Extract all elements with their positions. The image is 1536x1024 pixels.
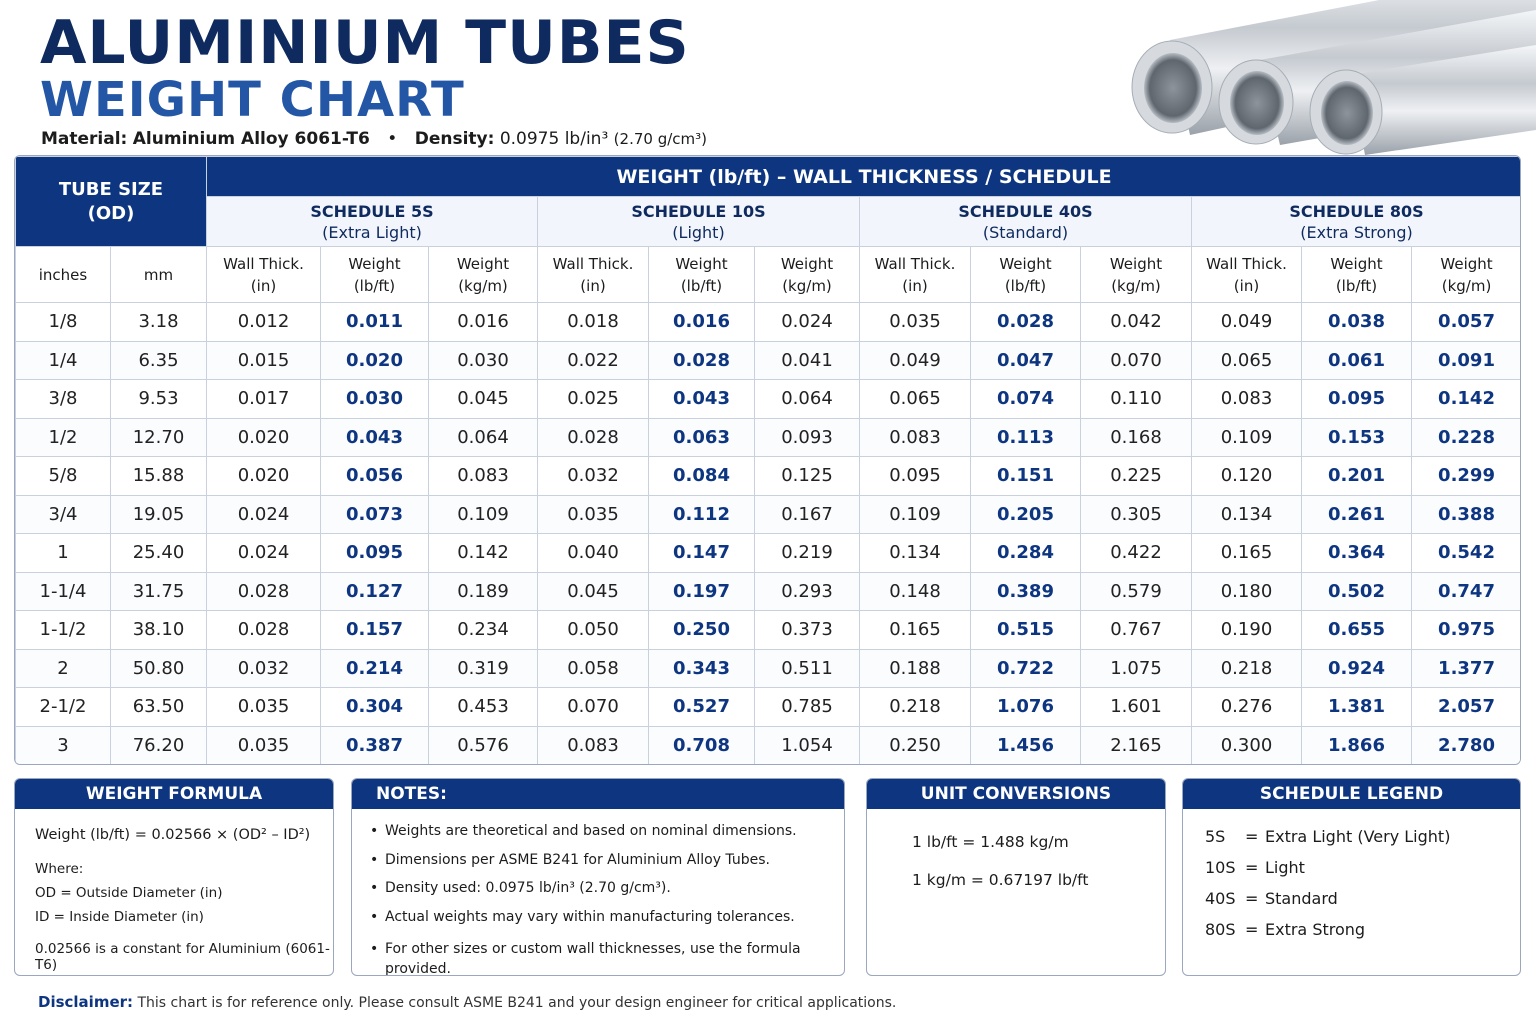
table-row: [16, 688, 1522, 727]
table-cell: 0.011: [321, 303, 429, 342]
formula-id: ID = Inside Diameter (in): [35, 909, 204, 925]
material-value: Aluminium Alloy 6061-T6: [132, 129, 370, 149]
table-cell: 0.032: [207, 649, 321, 688]
legend-code: 80S: [1205, 920, 1236, 939]
sub-col-header: [1302, 247, 1412, 303]
table-cell: 0.201: [1302, 457, 1412, 496]
sub-col-line2: (kg/m): [782, 276, 832, 295]
schedule-desc: (Extra Strong): [1300, 222, 1413, 242]
sub-col-header: [860, 247, 971, 303]
table-cell: 0.515: [971, 611, 1081, 650]
page-title: ALUMINIUM TUBES: [40, 8, 690, 78]
table-cell: 0.018: [538, 303, 649, 342]
table-cell: 0.083: [538, 726, 649, 765]
table-cell: 1/2: [16, 418, 111, 457]
table-cell: 0.168: [1081, 418, 1192, 457]
size-col-header-1: mm: [111, 247, 207, 303]
table-cell: 0.747: [1412, 572, 1522, 611]
legend-code: 40S: [1205, 889, 1236, 908]
sub-col-line2: (lb/ft): [680, 276, 723, 295]
table-cell: 0.045: [538, 572, 649, 611]
table-cell: 0.261: [1302, 495, 1412, 534]
table-cell: 0.065: [860, 380, 971, 419]
weight-table: [14, 155, 1521, 765]
schedule-name: SCHEDULE 40S: [958, 201, 1093, 221]
table-cell: 0.083: [429, 457, 538, 496]
legend-desc: Extra Strong: [1265, 920, 1366, 939]
unit-conversions-box: [866, 778, 1166, 976]
group-header: WEIGHT (lb/ft) – WALL THICKNESS / SCHEDULE: [207, 157, 1522, 197]
sub-col-line2: (in): [902, 276, 928, 295]
table-cell: 0.722: [971, 649, 1081, 688]
legend-item: [1205, 889, 1338, 908]
material-label: Material:: [41, 129, 128, 149]
schedule-header-1: [538, 197, 860, 247]
table-cell: 1-1/4: [16, 572, 111, 611]
table-cell: 0.214: [321, 649, 429, 688]
table-cell: 0.388: [1412, 495, 1522, 534]
table-cell: 0.180: [1192, 572, 1302, 611]
sub-col-line2: (lb/ft): [1004, 276, 1047, 295]
table-cell: 0.020: [207, 457, 321, 496]
table-cell: 0.038: [1302, 303, 1412, 342]
table-cell: 0.190: [1192, 611, 1302, 650]
table-cell: 0.065: [1192, 341, 1302, 380]
schedule-header-0: [207, 197, 538, 247]
legend-eq: =: [1245, 858, 1259, 877]
table-cell: 0.542: [1412, 534, 1522, 573]
sub-col-line1: Weight: [999, 254, 1052, 273]
table-cell: 0.142: [1412, 380, 1522, 419]
table-cell: 3/8: [16, 380, 111, 419]
page-subtitle: WEIGHT CHART: [40, 72, 465, 128]
sub-col-header: [321, 247, 429, 303]
schedule-desc: (Standard): [982, 222, 1069, 242]
table-cell: 0.153: [1302, 418, 1412, 457]
legend-eq: =: [1245, 827, 1259, 846]
weight-table-grid: [15, 156, 1521, 765]
table-cell: 0.148: [860, 572, 971, 611]
table-cell: 0.061: [1302, 341, 1412, 380]
table-cell: 0.113: [971, 418, 1081, 457]
table-cell: 1/8: [16, 303, 111, 342]
table-cell: 0.579: [1081, 572, 1192, 611]
table-cell: 0.050: [538, 611, 649, 650]
density-metric: (2.70 g/cm³): [613, 130, 707, 148]
table-cell: 1.377: [1412, 649, 1522, 688]
table-cell: 0.189: [429, 572, 538, 611]
table-cell: 0.300: [1192, 726, 1302, 765]
tube-size-header: [16, 157, 207, 247]
schedule-desc: (Light): [672, 222, 725, 242]
table-cell: 0.032: [538, 457, 649, 496]
table-cell: 0.095: [860, 457, 971, 496]
table-cell: 1.456: [971, 726, 1081, 765]
formula-constant: 0.02566 is a constant for Aluminium (6061-T6): [35, 941, 330, 973]
table-cell: 31.75: [111, 572, 207, 611]
table-cell: 0.035: [207, 726, 321, 765]
table-cell: 0.109: [429, 495, 538, 534]
table-cell: 0.197: [649, 572, 755, 611]
legend-desc: Extra Light (Very Light): [1265, 827, 1451, 846]
sub-col-line1: Weight: [675, 254, 728, 273]
weight-formula-box: [14, 778, 334, 976]
schedule-header-2: [860, 197, 1192, 247]
table-cell: 0.095: [321, 534, 429, 573]
legend-code: 5S: [1205, 827, 1226, 846]
sub-col-header: [971, 247, 1081, 303]
table-cell: 0.975: [1412, 611, 1522, 650]
table-cell: 0.147: [649, 534, 755, 573]
sub-col-line1: Weight: [348, 254, 401, 273]
aluminium-tubes-illustration: [1110, 0, 1536, 160]
table-cell: 1.054: [755, 726, 860, 765]
formula-equation: Weight (lb/ft) = 0.02566 × (OD² – ID²): [35, 827, 311, 843]
table-cell: 1.076: [971, 688, 1081, 727]
table-cell: 0.250: [860, 726, 971, 765]
table-cell: 3: [16, 726, 111, 765]
density-value: 0.0975 lb/in³: [499, 129, 609, 149]
legend-desc: Light: [1265, 858, 1305, 877]
note-item: • Dimensions per ASME B241 for Aluminium Alloy Tubes.: [370, 850, 844, 879]
table-cell: 0.109: [860, 495, 971, 534]
table-row: [16, 418, 1522, 457]
legend-title: SCHEDULE LEGEND: [1183, 779, 1520, 809]
sub-col-header: [538, 247, 649, 303]
schedule-legend-box: [1182, 778, 1521, 976]
table-cell: 0.024: [207, 534, 321, 573]
table-cell: 0.028: [207, 611, 321, 650]
table-cell: 0.045: [429, 380, 538, 419]
table-cell: 0.030: [321, 380, 429, 419]
density-label: Density:: [414, 129, 495, 149]
table-cell: 0.205: [971, 495, 1081, 534]
sub-col-line2: (kg/m): [1441, 276, 1492, 295]
table-cell: 0.041: [755, 341, 860, 380]
table-cell: 0.142: [429, 534, 538, 573]
tube-size-label: TUBE SIZE: [58, 178, 164, 200]
table-cell: 0.025: [538, 380, 649, 419]
table-cell: 2-1/2: [16, 688, 111, 727]
legend-item: [1205, 827, 1450, 846]
table-cell: 0.387: [321, 726, 429, 765]
table-cell: 0.028: [538, 418, 649, 457]
sub-col-header: [1081, 247, 1192, 303]
table-cell: 0.056: [321, 457, 429, 496]
table-cell: 0.157: [321, 611, 429, 650]
table-cell: 0.305: [1081, 495, 1192, 534]
table-cell: 0.070: [538, 688, 649, 727]
sub-col-line2: (kg/m): [458, 276, 508, 295]
table-cell: 6.35: [111, 341, 207, 380]
sub-col-line1: Wall Thick.: [223, 254, 304, 273]
sub-col-line1: Weight: [1109, 254, 1163, 273]
table-cell: 0.299: [1412, 457, 1522, 496]
legend-eq: =: [1245, 920, 1259, 939]
table-row: [16, 495, 1522, 534]
table-cell: 0.083: [860, 418, 971, 457]
schedule-desc: (Extra Light): [322, 222, 422, 242]
formula-where: Where:: [35, 861, 84, 877]
notes-list: [370, 821, 844, 976]
table-cell: 0.167: [755, 495, 860, 534]
formula-od: OD = Outside Diameter (in): [35, 885, 223, 901]
table-row: [16, 611, 1522, 650]
table-cell: 1.601: [1081, 688, 1192, 727]
sub-col-line2: (in): [250, 276, 277, 295]
table-row: [16, 572, 1522, 611]
sub-col-line1: Wall Thick.: [874, 254, 956, 273]
table-cell: 0.785: [755, 688, 860, 727]
table-cell: 0.343: [649, 649, 755, 688]
table-cell: 0.049: [1192, 303, 1302, 342]
table-cell: 0.364: [1302, 534, 1412, 573]
table-cell: 0.064: [755, 380, 860, 419]
note-item: • For other sizes or custom wall thicknesses, use the formula provided.: [370, 939, 844, 968]
table-cell: 0.035: [207, 688, 321, 727]
table-cell: 0.304: [321, 688, 429, 727]
table-cell: 0.091: [1412, 341, 1522, 380]
table-cell: 0.063: [649, 418, 755, 457]
sub-col-line2: (in): [580, 276, 606, 295]
sub-col-header: [755, 247, 860, 303]
table-cell: 0.043: [649, 380, 755, 419]
table-cell: 0.024: [755, 303, 860, 342]
table-cell: 0.576: [429, 726, 538, 765]
table-cell: 0.188: [860, 649, 971, 688]
table-cell: 19.05: [111, 495, 207, 534]
table-cell: 0.165: [860, 611, 971, 650]
table-cell: 0.527: [649, 688, 755, 727]
notes-box: [351, 778, 845, 976]
table-cell: 3.18: [111, 303, 207, 342]
table-cell: 0.020: [321, 341, 429, 380]
table-cell: 0.012: [207, 303, 321, 342]
table-cell: 63.50: [111, 688, 207, 727]
table-cell: 0.073: [321, 495, 429, 534]
table-cell: 0.165: [1192, 534, 1302, 573]
legend-item: [1205, 858, 1305, 877]
table-row: [16, 303, 1522, 342]
table-row: [16, 341, 1522, 380]
table-cell: 0.016: [429, 303, 538, 342]
table-cell: 0.093: [755, 418, 860, 457]
table-cell: 0.015: [207, 341, 321, 380]
table-cell: 0.028: [971, 303, 1081, 342]
table-cell: 0.218: [1192, 649, 1302, 688]
table-cell: 0.134: [1192, 495, 1302, 534]
table-cell: 0.042: [1081, 303, 1192, 342]
table-row: [16, 649, 1522, 688]
table-cell: 0.319: [429, 649, 538, 688]
sub-col-header: [649, 247, 755, 303]
legend-eq: =: [1245, 889, 1259, 908]
sub-col-line2: (in): [1233, 276, 1260, 295]
table-cell: 0.049: [860, 341, 971, 380]
table-cell: 15.88: [111, 457, 207, 496]
formula-title: WEIGHT FORMULA: [15, 779, 333, 809]
table-cell: 0.151: [971, 457, 1081, 496]
note-item: • Density used: 0.0975 lb/in³ (2.70 g/cm³).: [370, 878, 844, 907]
table-cell: 0.234: [429, 611, 538, 650]
sub-col-header: [1412, 247, 1522, 303]
table-cell: 0.028: [207, 572, 321, 611]
sub-col-line1: Weight: [780, 254, 834, 273]
table-cell: 0.225: [1081, 457, 1192, 496]
table-cell: 0.057: [1412, 303, 1522, 342]
table-cell: 2.165: [1081, 726, 1192, 765]
table-cell: 1.381: [1302, 688, 1412, 727]
disclaimer-label: Disclaimer:: [38, 993, 134, 1011]
sub-col-header: [1192, 247, 1302, 303]
table-cell: 1-1/2: [16, 611, 111, 650]
disclaimer-text: This chart is for reference only. Please consult ASME B241 and your design engineer for critical applications.: [137, 995, 897, 1011]
table-cell: 0.017: [207, 380, 321, 419]
table-cell: 0.293: [755, 572, 860, 611]
table-cell: 0.125: [755, 457, 860, 496]
table-cell: 0.112: [649, 495, 755, 534]
sub-col-line1: Wall Thick.: [1206, 254, 1287, 273]
table-cell: 0.228: [1412, 418, 1522, 457]
schedule-header-3: [1192, 197, 1522, 247]
table-cell: 0.250: [649, 611, 755, 650]
schedule-name: SCHEDULE 10S: [631, 201, 766, 221]
table-cell: 0.373: [755, 611, 860, 650]
legend-desc: Standard: [1265, 889, 1338, 908]
table-cell: 0.708: [649, 726, 755, 765]
table-cell: 0.389: [971, 572, 1081, 611]
table-cell: 9.53: [111, 380, 207, 419]
schedule-name: SCHEDULE 5S: [310, 201, 434, 221]
separator: •: [387, 129, 398, 149]
table-cell: 38.10: [111, 611, 207, 650]
table-cell: 0.276: [1192, 688, 1302, 727]
legend-item: [1205, 920, 1365, 939]
table-row: [16, 534, 1522, 573]
table-cell: 0.043: [321, 418, 429, 457]
table-cell: 0.022: [538, 341, 649, 380]
table-cell: 0.110: [1081, 380, 1192, 419]
table-cell: 76.20: [111, 726, 207, 765]
table-cell: 0.058: [538, 649, 649, 688]
table-cell: 0.016: [649, 303, 755, 342]
table-row: [16, 457, 1522, 496]
sub-col-line1: Wall Thick.: [552, 254, 634, 273]
note-item: • Actual weights may vary within manufacturing tolerances.: [370, 907, 844, 936]
table-cell: 0.028: [649, 341, 755, 380]
table-cell: 0.095: [1302, 380, 1412, 419]
conversions-title: UNIT CONVERSIONS: [867, 779, 1165, 809]
table-row: [16, 380, 1522, 419]
table-cell: 0.422: [1081, 534, 1192, 573]
conversion-line-2: 1 kg/m = 0.67197 lb/ft: [912, 871, 1089, 889]
table-cell: 0.024: [207, 495, 321, 534]
sub-col-line1: Weight: [456, 254, 510, 273]
table-cell: 3/4: [16, 495, 111, 534]
notes-title: NOTES:: [352, 779, 844, 809]
table-cell: 0.020: [207, 418, 321, 457]
table-cell: 1/4: [16, 341, 111, 380]
table-cell: 0.030: [429, 341, 538, 380]
table-cell: 0.040: [538, 534, 649, 573]
table-row: [16, 726, 1522, 765]
table-cell: 0.134: [860, 534, 971, 573]
table-cell: 25.40: [111, 534, 207, 573]
table-cell: 0.035: [538, 495, 649, 534]
table-cell: 0.502: [1302, 572, 1412, 611]
table-cell: 0.511: [755, 649, 860, 688]
table-cell: 1.075: [1081, 649, 1192, 688]
table-cell: 2.780: [1412, 726, 1522, 765]
table-cell: 0.074: [971, 380, 1081, 419]
size-col-header-0: inches: [16, 247, 111, 303]
table-cell: 1.866: [1302, 726, 1412, 765]
table-cell: 0.127: [321, 572, 429, 611]
conversion-line-1: 1 lb/ft = 1.488 kg/m: [912, 833, 1069, 851]
table-cell: 0.070: [1081, 341, 1192, 380]
table-cell: 0.083: [1192, 380, 1302, 419]
sub-col-line2: (kg/m): [1111, 276, 1161, 295]
table-cell: 0.767: [1081, 611, 1192, 650]
table-cell: 0.084: [649, 457, 755, 496]
table-cell: 0.064: [429, 418, 538, 457]
material-info: [41, 127, 707, 151]
table-cell: 0.655: [1302, 611, 1412, 650]
legend-code: 10S: [1205, 858, 1236, 877]
table-cell: 2.057: [1412, 688, 1522, 727]
table-cell: 5/8: [16, 457, 111, 496]
sub-col-header: [207, 247, 321, 303]
table-cell: 0.284: [971, 534, 1081, 573]
sub-col-line2: (lb/ft): [353, 276, 396, 295]
sub-col-line2: (lb/ft): [1335, 276, 1378, 295]
table-cell: 0.453: [429, 688, 538, 727]
sub-col-header: [429, 247, 538, 303]
table-cell: 0.035: [860, 303, 971, 342]
schedule-name: SCHEDULE 80S: [1289, 201, 1424, 221]
tube-size-sub: (OD): [87, 202, 135, 224]
table-cell: 0.924: [1302, 649, 1412, 688]
table-cell: 0.109: [1192, 418, 1302, 457]
note-item: • Weights are theoretical and based on nominal dimensions.: [370, 821, 844, 850]
table-cell: 50.80: [111, 649, 207, 688]
table-cell: 12.70: [111, 418, 207, 457]
table-cell: 0.047: [971, 341, 1081, 380]
table-cell: 0.120: [1192, 457, 1302, 496]
table-cell: 2: [16, 649, 111, 688]
table-cell: 0.218: [860, 688, 971, 727]
sub-col-line1: Weight: [1330, 254, 1383, 273]
disclaimer: [38, 993, 896, 1011]
sub-col-line1: Weight: [1440, 254, 1493, 273]
table-cell: 0.219: [755, 534, 860, 573]
table-cell: 1: [16, 534, 111, 573]
